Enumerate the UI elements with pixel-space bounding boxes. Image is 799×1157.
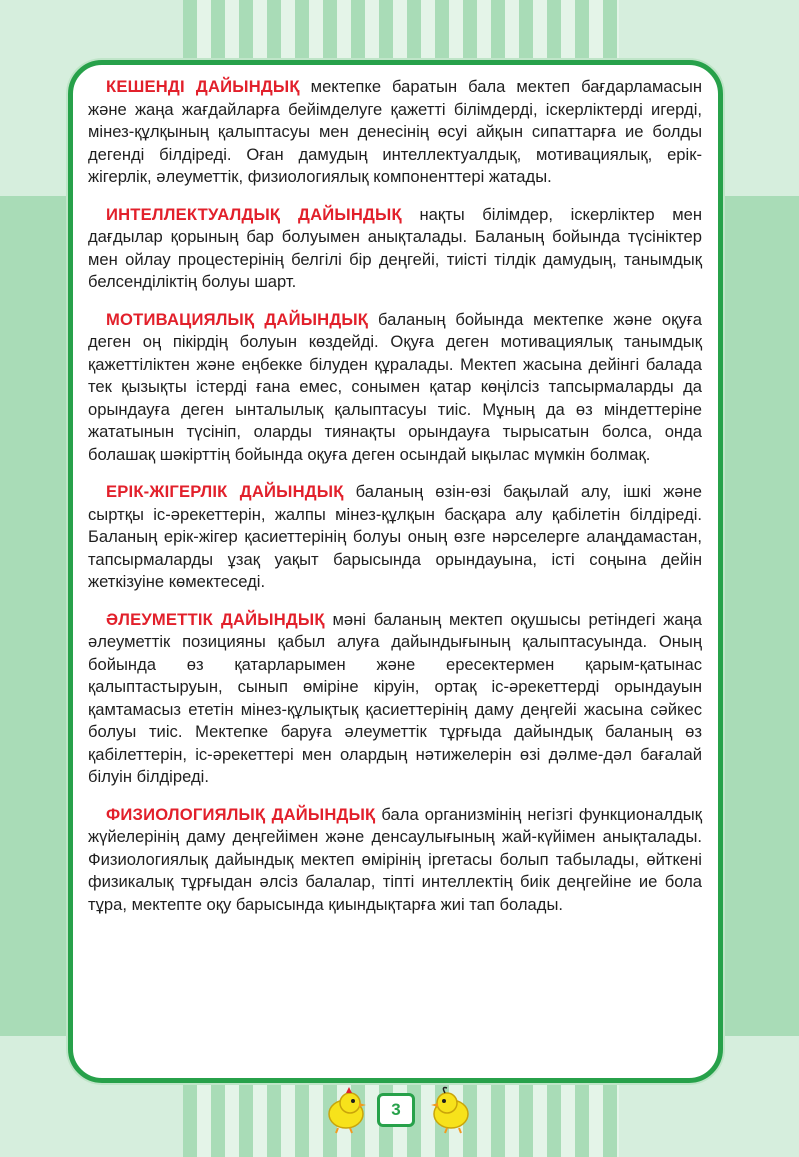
paragraph-text: мәні баланың мектеп оқушысы ретіндегі жаңа әлеуметтік позицияны қабыл алуға дайындығының қалыптасуында. Оның бойында өз қатарларымен және ересектермен қарым-қатынас қалыптастыруын, сынып өміріне кіруін, ортақ іс-әрекеттерді орындауын қамтамасыз ететін мінез-құлықтық қасиеттерінің даму деңгейі жасына сәйкес болуы тиіс. Мектепке баруға әлеуметтік тұрғыда дайындық баланың өз қабілеттерін, іс-әрекеттері мен олардың нәтижелерін өзі дәлме-дәл бағалай білуін білдіреді.: [88, 609, 702, 786]
paragraph-volitional-readiness: [88, 481, 702, 594]
paragraph-complex-readiness: [88, 76, 702, 189]
term-heading: ЕРІК-ЖІГЕРЛІК ДАЙЫНДЫҚ: [106, 482, 344, 501]
term-heading: МОТИВАЦИЯЛЫҚ ДАЙЫНДЫҚ: [106, 309, 369, 329]
term-heading: ӘЛЕУМЕТТІК ДАЙЫНДЫҚ: [106, 609, 325, 629]
chick-icon: [427, 1086, 477, 1134]
paragraph-motivational-readiness: [88, 309, 702, 467]
term-heading: ФИЗИОЛОГИЯЛЫҚ ДАЙЫНДЫҚ: [106, 804, 376, 824]
paragraph-text: мектепке баратын бала мектеп бағдарламасын және жаңа жағдайларға бейімделуге қажетті білімдерді, іскерліктерді игерді, мінез-құлқының қалыптасуы мен денесінің өсуі айқын сипаттарға ие болды дегенді білдіреді. Оған дамудың интеллектуалдық, мотивациялық, ерік-жігерлік, әлеуметтік, физиологиялық компоненттері жатады.: [88, 77, 702, 186]
chick-icon: [320, 1086, 370, 1134]
paragraph-text: баланың өзін-өзі бақылай алу, ішкі және сыртқы іс-әрекеттерін, жалпы мінез-құлқын басқара алу қабілетін білдіреді. Баланың ерік-жігер қасиеттерінің болуы оның өзге нәрселерге алаңдамастан, тапсырмаларды ұзақ уақыт барысында орындауына, істі соңына дейін жеткізуіне көмектеседі.: [88, 482, 702, 591]
term-heading: ИНТЕЛЛЕКТУАЛДЫҚ ДАЙЫНДЫҚ: [106, 204, 402, 224]
paragraph-social-readiness: [88, 609, 702, 789]
term-heading: КЕШЕНДІ ДАЙЫНДЫҚ: [106, 77, 300, 96]
paragraph-physiological-readiness: [88, 804, 702, 917]
page-number: 3: [377, 1093, 415, 1127]
paragraph-text: нақты білімдер, іскерліктер мен дағдылар қорының бар болуымен анықталады. Баланың бойында түсініктер мен ойлау процестерінің белгілі бір деңгейі, тиісті тілдік дамудың, танымдық белсенділіктің болуы шарт.: [88, 204, 702, 291]
text-body: [88, 76, 702, 931]
paragraph-text: баланың бойында мектепке және оқуға деген оң пікірдің болуын көздейді. Оқуға деген мотивациялық танымдық қажеттіліктен және еңбекке білуден құралады. Мектеп жасына дейінгі балада тек қызықты істерді ғана емес, сонымен қатар көңілсіз тапсырмаларды да орындауға деген ынталылық қалыптасуы тиіс. Мұның да өз міндеттеріне жататынын түсініп, оларды тиянақты орындауға тырысатын болса, онда болашақ шәкірттің бойында оқуға деген осындай ықылас мүмкін болмақ.: [88, 309, 703, 464]
paragraph-text: бала организмінің негізгі функционалдық жүйелерінің даму деңгейімен және денсаулығының жай-күйімен анықталады. Физиологиялық дайындық мектеп өмірінің іргетасы болып табылады, өйткені физикалық тұрғыдан әлсіз балалар, тіпті интеллектің биік деңгейіне ие бола тұра, мектепте оқу барысында қиындықтарға жиі тап болады.: [88, 804, 702, 914]
paragraph-intellectual-readiness: [88, 204, 702, 294]
